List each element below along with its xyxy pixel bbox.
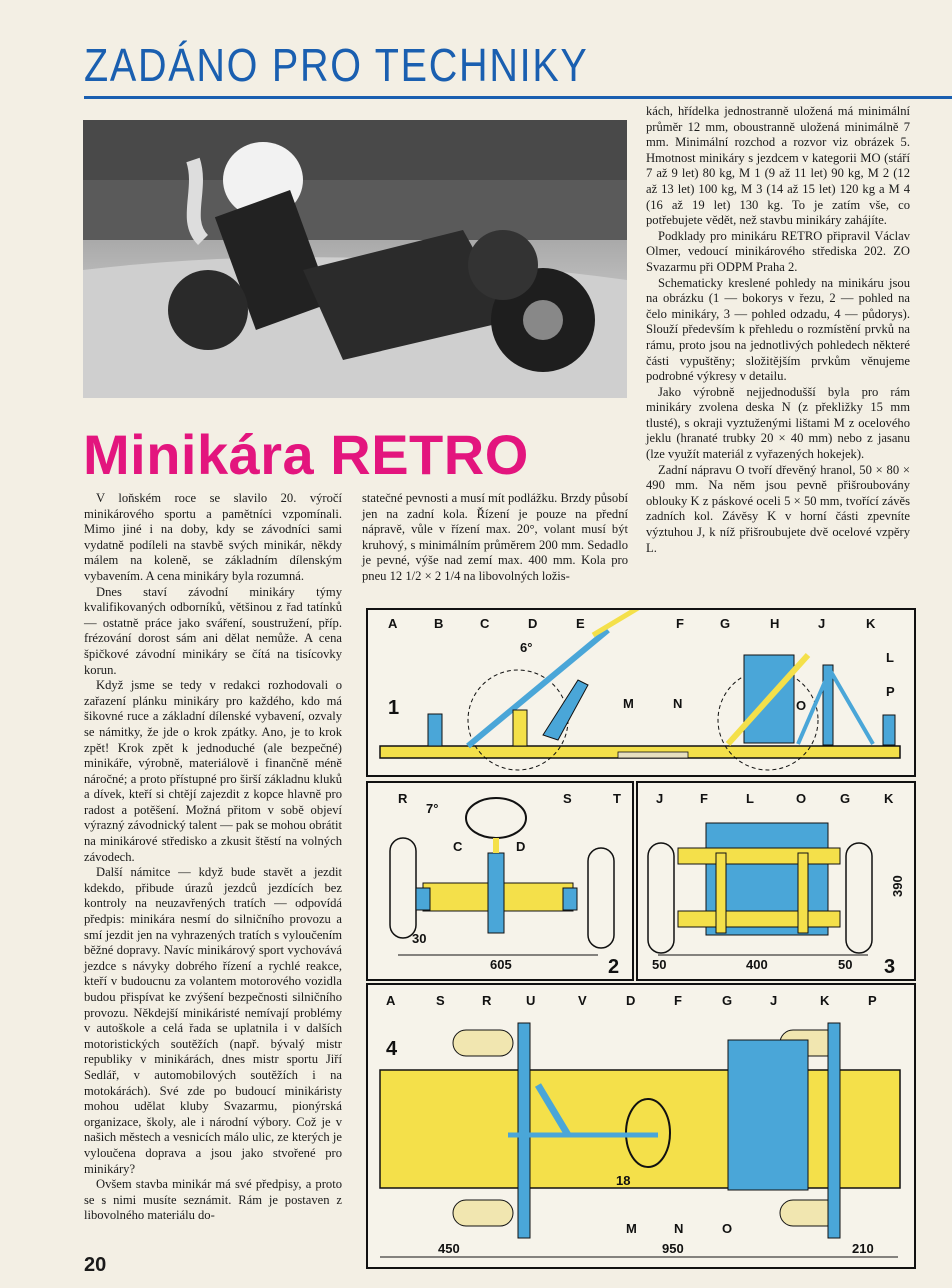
figure-2-front-view bbox=[366, 781, 634, 981]
label-M: M bbox=[623, 696, 634, 711]
text-column-3 bbox=[646, 104, 910, 556]
label-J: J bbox=[656, 791, 664, 806]
label-G: G bbox=[720, 616, 731, 631]
dim-right: 50 bbox=[838, 957, 853, 972]
label-G: G bbox=[840, 791, 851, 806]
dim-height: 390 bbox=[890, 875, 905, 897]
label-J: J bbox=[770, 993, 778, 1008]
dim-width: 605 bbox=[490, 957, 512, 972]
label-A: A bbox=[386, 993, 396, 1008]
paragraph: kách, hřídelka jednostranně uložená má minimální průměr 12 mm, oboustranně uložená minimálně 7 mm. Minimální rozchod a rozvor viz obrázek 5. Hmotnost minikáry s jezdcem v kategorii MO (stáří 7 až 9 let) 80 kg, M 1 (9 až 11 let) 90 kg, M 2 (12 až 13 let) 100 kg, M 3 (14 až 15 let) 120 kg a M 4 (16 až 19 let) 130 kg. To je zatím vše, co potřebujete vědět, než stavbu minikáry zahájíte. bbox=[646, 104, 910, 228]
paragraph: Zadní nápravu O tvoří dřevěný hranol, 50 × 80 × 490 mm. Na něm jsou pevně přišroubovány oblouky K z páskové oceli 5 × 50 mm, tvořící závěs zadních kol. Závěsy K v horní části zpevníte výztuhou J, k níž přišroubujete dvě ocelové vzpěry L. bbox=[646, 462, 910, 555]
label-F: F bbox=[700, 791, 708, 806]
label-E: E bbox=[576, 616, 585, 631]
label-L: L bbox=[746, 791, 754, 806]
label-P: P bbox=[868, 993, 877, 1008]
label-S: S bbox=[436, 993, 445, 1008]
label-S: S bbox=[563, 791, 572, 806]
text-column-2 bbox=[362, 491, 628, 585]
label-A: A bbox=[388, 616, 398, 631]
label-M: M bbox=[626, 1221, 637, 1236]
label-K: K bbox=[820, 993, 830, 1008]
label-O: O bbox=[796, 791, 807, 806]
header-rule bbox=[84, 96, 952, 99]
angle-label: 7° bbox=[426, 801, 439, 816]
figure-number: 1 bbox=[388, 697, 400, 719]
paragraph: Dnes staví závodní minikáry týmy kvalifikovaných odborníků, většinou z řad tatínků — ostatně práce jako sváření, soustružení, příp. frézování dorost sám ani dělat nemůže. A cena špičkové závodní minikáry se čítá na tisícovky korun. bbox=[84, 584, 342, 677]
figure-1-side-view bbox=[366, 608, 916, 777]
photo-illustration bbox=[83, 120, 627, 398]
label-N: N bbox=[674, 1221, 684, 1236]
page-number: 20 bbox=[84, 1254, 107, 1276]
label-B: B bbox=[434, 616, 444, 631]
section-header: ZADÁNO PRO TECHNIKY bbox=[84, 39, 589, 91]
label-R: R bbox=[482, 993, 492, 1008]
dim-d: 18 bbox=[616, 1173, 631, 1188]
label-O: O bbox=[722, 1221, 733, 1236]
dim-left: 50 bbox=[652, 957, 667, 972]
figure-number: 2 bbox=[608, 956, 620, 978]
label-F: F bbox=[676, 616, 684, 631]
paragraph: V loňském roce se slavilo 20. výročí minikárového sportu a pamětníci vzpomínali. Mimo jiné i na doby, kdy se závodníci sami vydatně podíleli na stavbě svých minikár, někdy málem na koleně, se základním dílenským vybavením. A cena minikáry byla rozumná. bbox=[84, 491, 342, 583]
label-V: V bbox=[578, 993, 587, 1008]
label-P: P bbox=[886, 684, 895, 699]
label-U: U bbox=[526, 993, 536, 1008]
label-D: D bbox=[626, 993, 636, 1008]
label-C: C bbox=[453, 839, 463, 854]
label-N: N bbox=[673, 696, 683, 711]
paragraph: Schematicky kreslené pohledy na minikáru jsou na obrázku (1 — bokorys v řezu, 2 — pohled na čelo minikáry, 3 — pohled odzadu, 4 — půdorys). Slouží především k přehledu o rozmístění prvků na rámu, proto jsou na jednotlivých pohledech některé části vypuštěny; složitějším prvkům věnujeme podrobné výkresy v detailu. bbox=[646, 275, 910, 384]
photo-minikara-rider bbox=[83, 120, 627, 398]
label-D: D bbox=[528, 616, 538, 631]
label-D: D bbox=[516, 839, 526, 854]
dim-height: 30 bbox=[412, 931, 427, 946]
article-title: Minikára RETRO bbox=[83, 423, 529, 486]
figure-number: 3 bbox=[884, 956, 896, 978]
paragraph: Jako výrobně nejjednodušší byla pro rám minikáry zvolena deska N (z překližky 15 mm tlusté), s okraji vyztuženými lištami M z ocelového jeklu (hranaté trubky 20 × 40 mm) nebo z jasanu (lze využít materiál z vyřazených hokejek). bbox=[646, 384, 910, 462]
paragraph: Podklady pro minikáru RETRO připravil Václav Olmer, vedoucí minikárového střediska 202. ZO Svazarmu při ODPM Praha 2. bbox=[646, 228, 910, 274]
label-C: C bbox=[480, 616, 490, 631]
figure-3-rear-view bbox=[636, 781, 916, 981]
paragraph: statečné pevnosti a musí mít podlážku. Brzdy působí jen na zadní kola. Řízení je pouze na přední nápravě, vůle v řízení max. 20°, volant musí být kruhový, s minimálním průměrem 200 mm. Sedadlo je pevné, výše nad zemí max. 400 mm. Kola pro pneu 12 1/2 × 2 1/4 na libovolných ložis- bbox=[362, 491, 628, 583]
dim-mid: 400 bbox=[746, 957, 768, 972]
dim-c: 210 bbox=[852, 1241, 874, 1256]
label-F: F bbox=[674, 993, 682, 1008]
label-T: T bbox=[613, 791, 621, 806]
label-R: R bbox=[398, 791, 408, 806]
paragraph: Ovšem stavba minikár má své předpisy, a proto se s nimi musíte seznámit. Rám je postaven z libovolného materiálu do- bbox=[84, 1177, 342, 1223]
paragraph: Když jsme se tedy v redakci rozhodovali o zařazení plánku minikáry pro každého, kdo má šikovné ruce a základní dílenské vybavení, ozvaly se námitky, že jde o krok zpátky. Ano, je to krok zpět! Krok zpět k jednoduché (ale bezpečné) minikáře, výrobně, materiálově i finančně méně náročné; a proto přístupné pro širší základnu kluků a dívek, kteří si chtějí zajezdit z kopce hlavně pro radost a potěšení. Možná přitom v sobě objeví výrazný závodnický talent — pak se mohou obrátit na minikárové středisko a zkusit štěstí na volných závodech. bbox=[84, 678, 342, 864]
label-H: H bbox=[770, 616, 780, 631]
label-J: J bbox=[818, 616, 826, 631]
figure-number: 4 bbox=[386, 1038, 398, 1060]
label-G: G bbox=[722, 993, 733, 1008]
paragraph: Další námitce — když bude stavět a jezdit kdekdo, přibude úrazů jezdců jezdících bez kontroly na neuzavřených tratích — odpovídá předpis: minikára nesmí do silničního provozu a smí jezdit jen na vyhrazených tratích s vyloučením běžné dopravy. Navíc minikárový sport vychovává jezdce s návyky dobrého řízení a rychlé reakce, kteří v budoucnu za volantem motorového vozidla budou přispívat ke zvýšení bezpečnosti silničního provozu. Někdejší minikáristé nemívají problémy v autoškole a celá řada se uplatnila i v dalších motoristických soutěžích (např. bývalý mistr republiky v minikárách, dnes mistr sportu Jiří Sedlář, v automobilových soutěžích i na motokárách). Své zde po budoucí minikáristy mohou udělat kluby Svazarmu, pionýrská organizace, školy, ale i národní výbory. Což je v našich městech a vesnicích málo ulic, ze kterých je vyloučena doprava a jsou jako stvořené pro minikáry? bbox=[84, 865, 342, 1176]
angle-label: 6° bbox=[520, 640, 533, 655]
dim-a: 450 bbox=[438, 1241, 460, 1256]
label-L: L bbox=[886, 650, 894, 665]
label-O: O bbox=[796, 698, 807, 713]
label-K: K bbox=[866, 616, 876, 631]
dim-b: 950 bbox=[662, 1241, 684, 1256]
label-K: K bbox=[884, 791, 894, 806]
text-column-1 bbox=[84, 491, 342, 1224]
figure-4-plan-view bbox=[366, 983, 916, 1269]
